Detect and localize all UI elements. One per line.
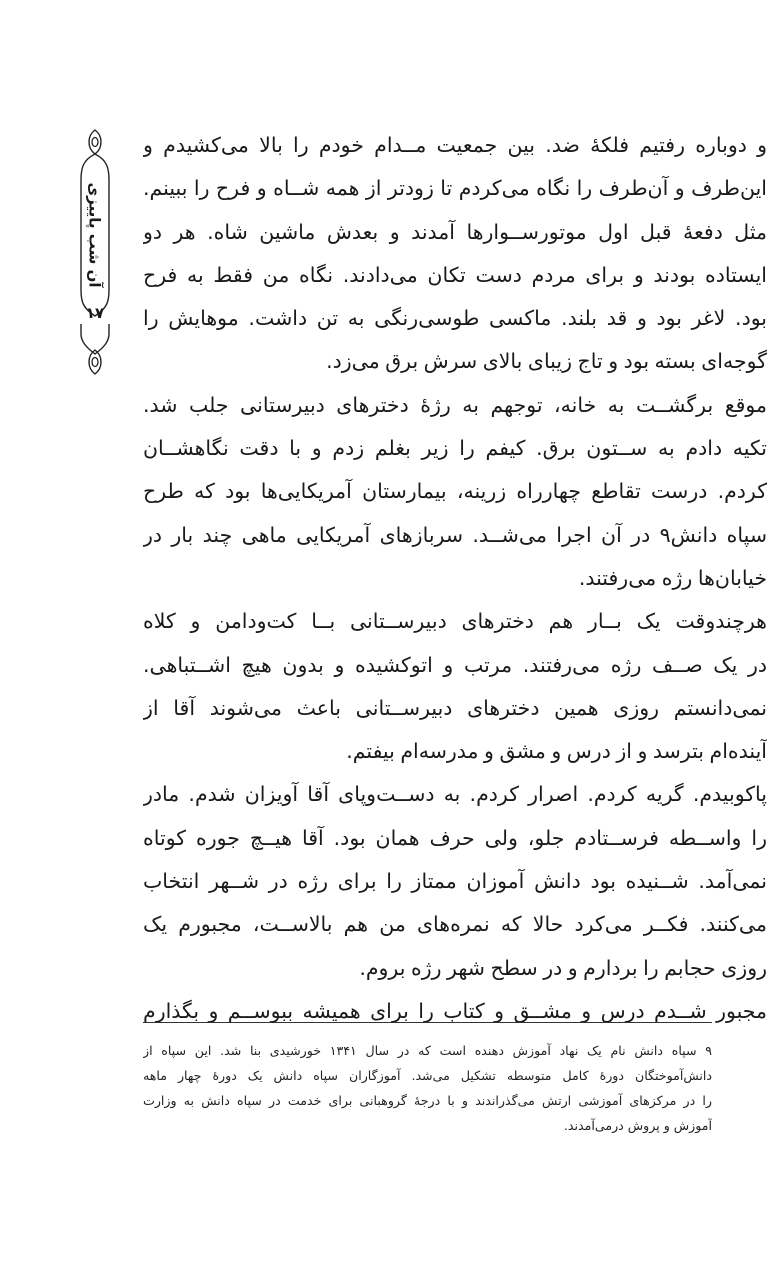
body-line: مجبور شــدم درس و مشــق و کتاب را برای همیشه ببوســم و بگذارم [143,998,767,1023]
body-line: گوجه‌ای بسته بود و تاج زیبای بالای سرش برق می‌زد. [326,349,767,374]
body-line: روزی حجابم را بردارم و در سطح شهر رژه بروم. [359,955,767,980]
footnote-line: ۹ سپاه دانش نام یک نهاد آموزش دهنده است که در سال ۱۳۴۱ خورشیدی بنا شد. این سپاه از [143,1043,712,1058]
body-line: ایستاده بودند و برای مردم دست تکان می‌دادند. نگاه من فقط به فرح [143,262,767,287]
book-title: آن شب پاییزی [86,182,104,288]
footnote-divider [143,1022,712,1023]
footnote [143,1038,712,1138]
body-line: مثل دفعهٔ قبل اول موتورســوارها آمدند و بعدش ماشین شاه. هر دو [143,219,767,244]
footnote-line: را در مرکزهای آموزشی ارتش می‌گذراندند و با درجهٔ گروهبانی برای خدمت در سپاه دانش به وزارت [143,1093,712,1108]
body-line: نمی‌آمد. شــنیده بود دانش آموزان ممتاز را برای رژه در شــهر انتخاب [143,869,767,894]
footnote-line: آموزش و پروش درمی‌آمدند. [563,1118,712,1133]
body-line: بود. لاغر بود و قد بلند. ماکسی طوسی‌رنگی به تن داشت. موهایش را [143,306,767,331]
footnote-line: دانش‌آموختگان دورهٔ کامل متوسطه تشکیل می‌شد. آموزگاران سپاه دانش یک دورهٔ چهار ماهه [143,1068,712,1083]
body-line: این‌طرف و آن‌طرف را نگاه می‌کردم تا زودتر از همه شــاه و فرح را ببینم. [143,176,767,201]
body-line: خیابان‌ها رژه می‌رفتند. [578,565,767,590]
body-line: هرچندوقت یک بــار هم دخترهای دبیرســتانی بــا کت‌ودامن و کلاه [143,609,767,634]
body-line: کردم. درست تقاطع چهارراه زرینه، بیمارستان آمریکایی‌ها بود که طرح [143,479,767,504]
body-text [143,124,767,1033]
body-line: موقع برگشــت به خانه، توجهم به رژهٔ دخترهای دبیرستانی جلب شد. [143,392,767,417]
body-line: سپاه دانش۹ در آن اجرا می‌شــد. سربازهای آمریکایی ماهی چند بار در [143,522,767,547]
body-line: می‌کنند. فکــر می‌کرد حالا که نمره‌های من هم بالاســت، مجبورم یک [143,912,767,937]
book-title-vertical [82,176,108,294]
body-line: و دوباره رفتیم فلکهٔ ضد. بین جمعیت مــدام خودم را بالا می‌کشیدم و [143,133,767,157]
page-number: ۱۷ [85,304,105,322]
body-line: آینده‌ام بترسد و از درس و مشق و مدرسه‌ام بیفتم. [346,739,767,764]
body-line: پاکوبیدم. گریه کردم. اصرار کردم. به دســت‌وپای آقا آویزان شدم. مادر [143,782,767,807]
body-line: در یک صــف رژه می‌رفتند. مرتب و اتوکشیده و بدون هیچ اشــتباهی. [143,652,767,677]
body-line: تکیه دادم به ســتون برق. کیفم را زیر بغلم زدم و با دقت نگاهشــان [143,436,767,461]
body-line: را واســطه فرســتادم جلو، ولی حرف همان بود. آقا هیــچ جوره کوتاه [143,825,767,850]
body-line: نمی‌دانستم روزی همین دخترهای دبیرســتانی باعث می‌شوند آقا از [143,695,767,720]
